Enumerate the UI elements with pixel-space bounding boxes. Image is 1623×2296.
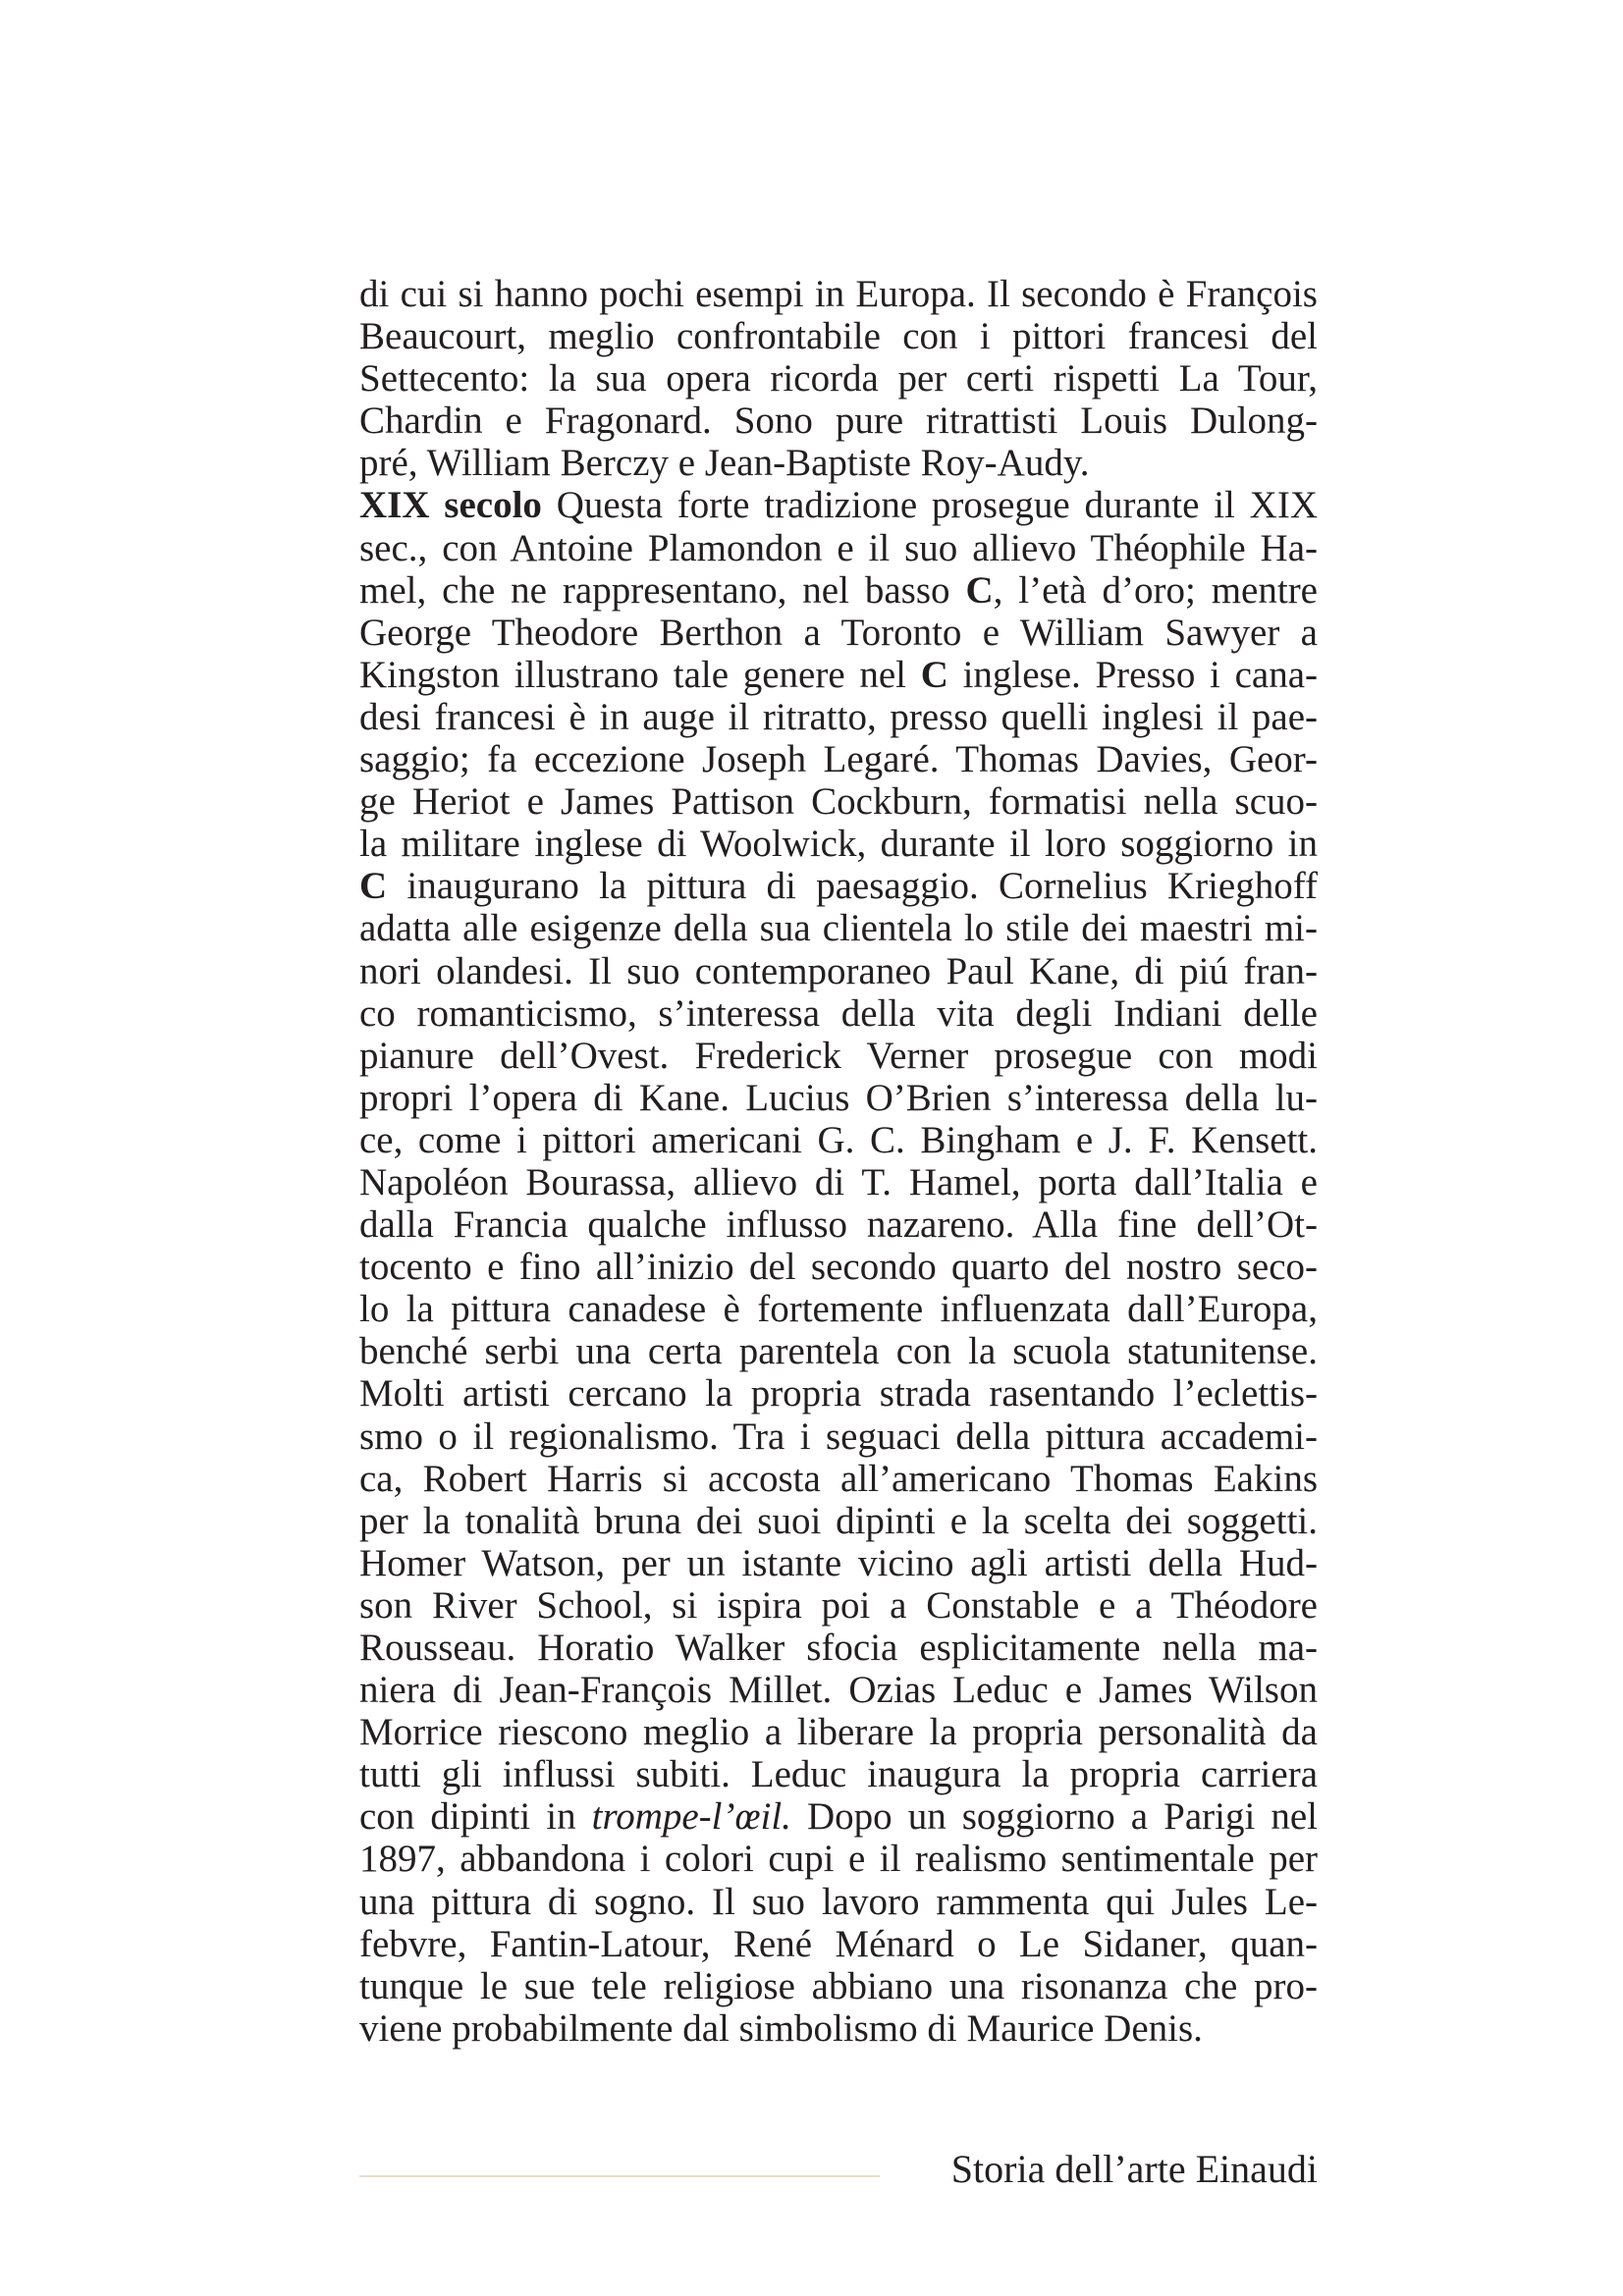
text-line [359,612,1318,654]
text-line [359,1372,1318,1415]
text-segment: mel, che ne rappresentano, nel basso [359,568,966,612]
text-segment: di cui si hanno pochi esempi in Europa. Il secondo è François [359,273,1318,315]
text-segment: per la tonalità bruna dei suoi dipinti e la scelta dei soggetti. [359,1499,1318,1542]
text-segment: Chardin e Fragonard. Sono pure ritrattisti Louis Dulong- [359,400,1318,443]
text-line [359,1203,1318,1246]
text-segment: una pittura di sogno. Il suo lavoro rammenta qui Jules Le- [359,1880,1318,1923]
text-segment: dalla Francia qualche influsso nazareno. Alla fine dell’Ot- [359,1203,1318,1247]
text-segment: Dopo un soggiorno a Parigi nel [790,1795,1318,1839]
emphasis-text: secolo [429,484,542,527]
text-segment: tunque le sue tele religiose abbiano una risonanza che pro- [359,1964,1318,2007]
text-line [359,1246,1318,1288]
text-segment: George Theodore Berthon a Toronto e William Sawyer a [359,611,1318,654]
text-line [359,907,1318,949]
text-segment: lo la pittura canadese è fortemente influenzata dall’Europa, [359,1288,1318,1331]
text-line [359,1458,1318,1500]
body-text [359,273,1318,2050]
text-line [359,950,1318,992]
text-segment: viene probabilmente dal simbolismo di Maurice Denis. [359,2006,1203,2050]
text-segment: Kingston illustrano tale genere nel [359,653,921,696]
text-segment: sec., con Antoine Plamondon e il suo allievo Théophile Ha- [359,526,1318,569]
text-segment: , l’età d’oro; mentre [993,568,1318,612]
text-segment: ce, come i pittori americani G. C. Bingham e J. F. Kensett. [359,1118,1318,1161]
text-segment: 1897, abbandona i colori cupi e il realismo sentimentale per [359,1838,1318,1881]
text-line [359,1711,1318,1753]
text-segment: son River School, si ispira poi a Constable e a Théodore [359,1583,1318,1627]
text-line [359,1965,1318,2007]
text-segment: pianure dell’Ovest. Frederick Verner prosegue con modi [359,1034,1318,1077]
text-line [359,442,1318,484]
text-segment: propri l’opera di Kane. Lucius O’Brien s’interessa della lu- [359,1076,1318,1119]
text-line [359,780,1318,823]
text-line [359,1881,1318,1923]
text-line [359,1415,1318,1458]
text-segment: adatta alle esigenze della sua clientela lo stile dei maestri mi- [359,907,1318,950]
text-line [359,1500,1318,1542]
text-segment: inaugurano la pittura di paesaggio. Cornelius Krieghoff [387,865,1318,908]
text-line [359,654,1318,696]
text-line [359,992,1318,1035]
text-line [359,1669,1318,1711]
footer-rule [359,2175,880,2177]
text-segment: Napoléon Bourassa, allievo di T. Hamel, porta dall’Italia e [359,1160,1318,1203]
text-line [359,400,1318,442]
text-segment: co romanticismo, s’interessa della vita degli Indiani delle [359,991,1318,1035]
text-segment: Beaucourt, meglio confrontabile con i pittori francesi del [359,315,1318,358]
italic-text: trompe-l’œil. [591,1795,791,1839]
emphasis-text: C [920,653,948,696]
text-line [359,1753,1318,1795]
text-line [359,1330,1318,1372]
text-segment: Molti artisti cercano la propria strada rasentando l’eclettis- [359,1372,1318,1415]
text-line [359,1923,1318,1965]
text-segment: XIX [1249,484,1318,527]
text-segment: la militare inglese di Woolwick, durante il loro soggiorno in [359,823,1318,866]
text-line [359,1795,1318,1838]
text-line [359,2007,1318,2050]
text-line [359,1838,1318,1880]
text-segment: Questa forte tradizione prosegue durante il [541,484,1250,527]
text-segment: desi francesi è in auge il ritratto, presso quelli inglesi il pae- [359,695,1318,738]
text-line [359,865,1318,907]
text-line [359,1288,1318,1330]
text-line [359,273,1318,315]
emphasis-text: XIX [359,484,430,527]
text-line [359,1161,1318,1203]
text-line [359,823,1318,865]
text-line [359,1627,1318,1669]
text-segment: benché serbi una certa parentela con la scuola statunitense. [359,1330,1318,1373]
text-line [359,696,1318,738]
text-segment: smo o il regionalismo. Tra i seguaci della pittura accademi- [359,1415,1318,1458]
text-segment: nori olandesi. Il suo contemporaneo Paul Kane, di piú fran- [359,949,1318,992]
text-line [359,357,1318,400]
text-segment: Morrice riescono meglio a liberare la propria personalità da [359,1711,1318,1754]
text-line [359,1035,1318,1077]
text-line [359,1077,1318,1119]
text-line [359,1119,1318,1161]
text-line [359,738,1318,780]
text-segment: ge Heriot e James Pattison Cockburn, formatisi nella scuo- [359,780,1318,824]
text-segment: con dipinti in [359,1795,592,1839]
text-segment: Homer Watson, per un istante vicino agli artisti della Hud- [359,1541,1318,1584]
text-line [359,1542,1318,1584]
text-line [359,1584,1318,1627]
text-segment: inglese. Presso i cana- [947,653,1318,696]
text-line [359,527,1318,569]
text-segment: Rousseau. Horatio Walker sfocia esplicitamente nella ma- [359,1627,1318,1669]
text-segment: niera di Jean-François Millet. Ozias Leduc e James Wilson [359,1669,1318,1712]
text-line [359,484,1318,526]
text-line [359,569,1318,612]
text-segment: saggio; fa eccezione Joseph Legaré. Thomas Davies, Geor- [359,738,1318,781]
emphasis-text: C [965,568,994,612]
emphasis-text: C [359,865,388,908]
text-segment: tutti gli influssi subiti. Leduc inaugura la propria carriera [359,1753,1318,1796]
text-segment: febvre, Fantin-Latour, René Ménard o Le Sidaner, quan- [359,1922,1318,1965]
text-segment: Settecento: la sua opera ricorda per certi rispetti La Tour, [359,357,1318,400]
text-segment: pré, William Berczy e Jean-Baptiste Roy-Audy. [359,442,1090,485]
text-segment: ca, Robert Harris si accosta all’americano Thomas Eakins [359,1457,1318,1500]
text-segment: tocento e fino all’inizio del secondo quarto del nostro seco- [359,1246,1318,1289]
footer-title: Storia dell’arte Einaudi [950,2147,1318,2191]
text-line [359,315,1318,357]
